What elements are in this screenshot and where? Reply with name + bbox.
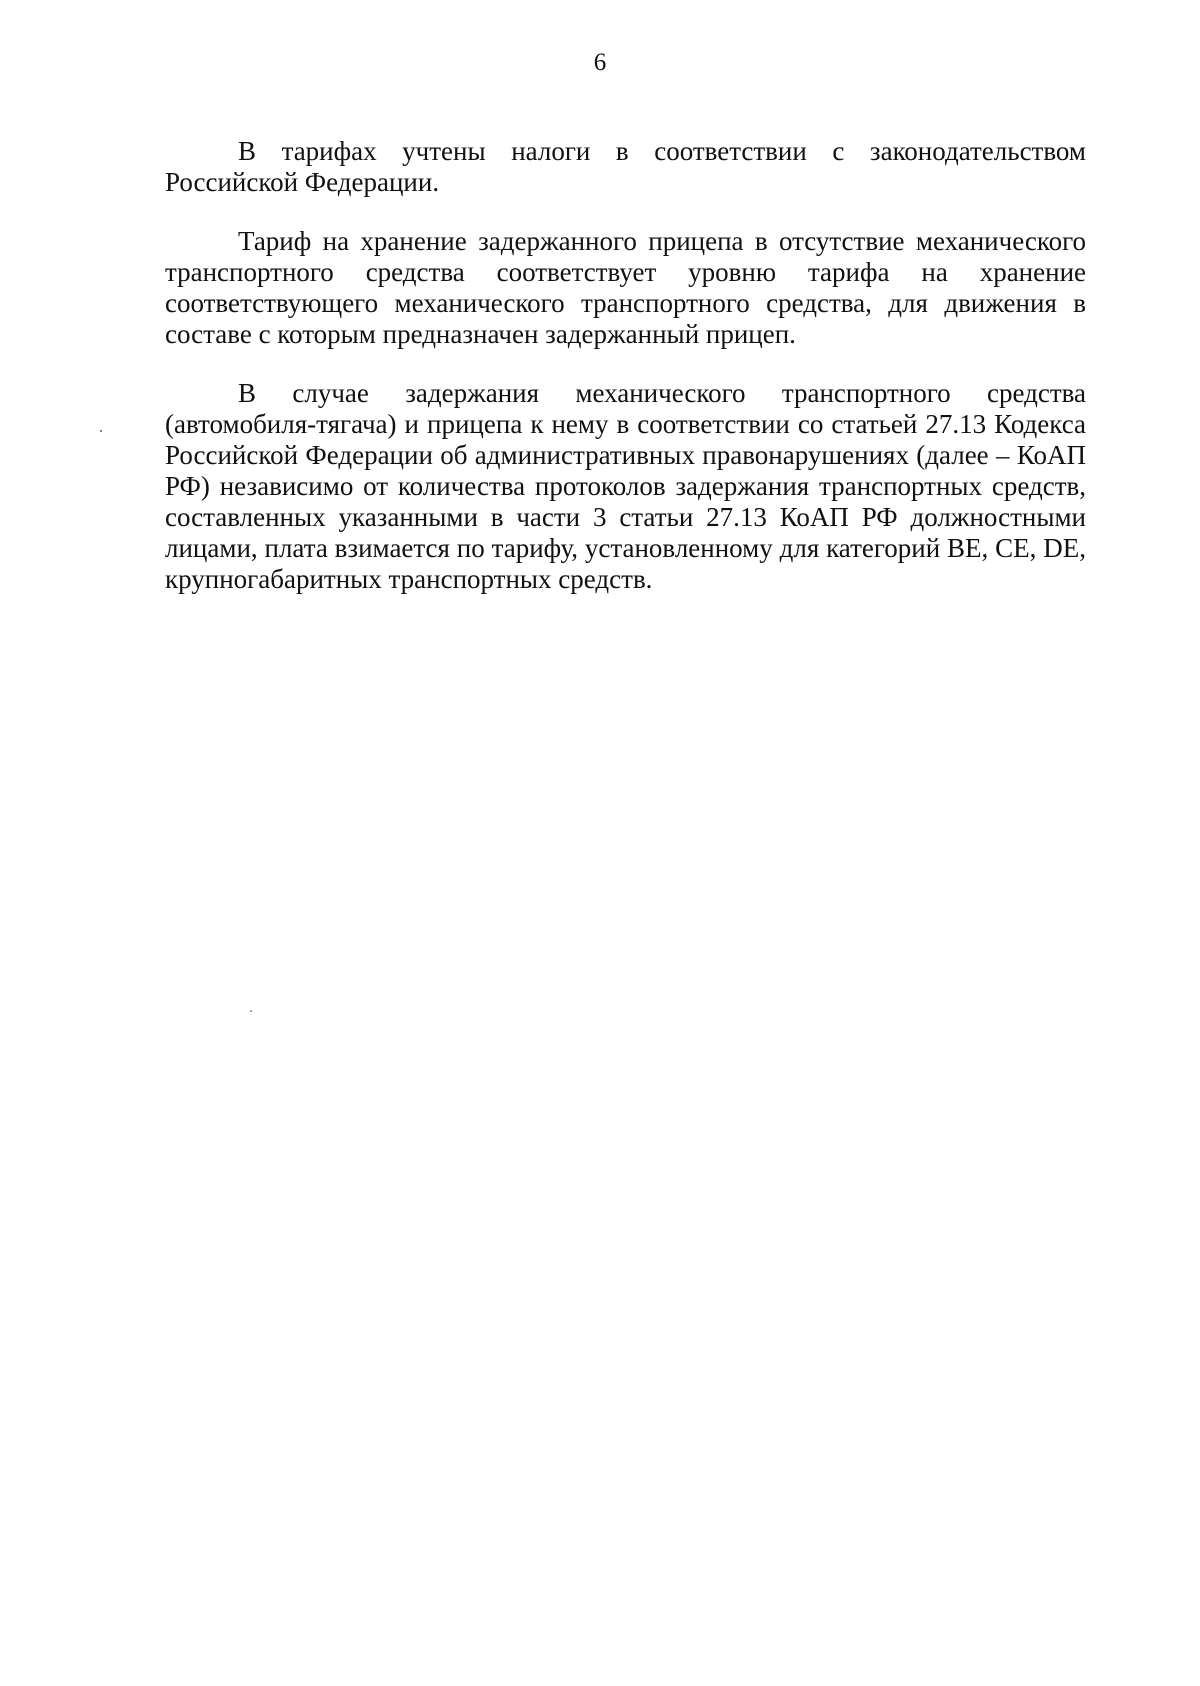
page-number: 6 — [593, 49, 607, 76]
scan-speck — [250, 1010, 252, 1012]
paragraph-trailer-storage-tariff: Тариф на хранение задержанного прицепа в отсутствие механического транспортного средства соответствует уровню тарифа на хранение соответствующего механического транспортного средства, для движения в составе с которым предназначен задержанный прицеп. — [165, 226, 1086, 349]
scan-speck — [100, 430, 102, 432]
document-body — [165, 136, 1086, 623]
paragraph-tractor-and-trailer-detention: В случае задержания механического транспортного средства (автомобиля-тягача) и прицепа к нему в соответствии со статьей 27.13 Кодекса Российской Федерации об административных правонарушениях (далее – КоАП РФ) независимо от количества протоколов задержания транспортных средств, составленных указанными в части 3 статьи 27.13 КоАП РФ должностными лицами, плата взимается по тарифу, установленному для категорий BE, CE, DE, крупногабаритных транспортных средств. — [165, 378, 1086, 594]
paragraph-taxes: В тарифах учтены налоги в соответствии с законодательством Российской Федерации. — [165, 136, 1086, 197]
